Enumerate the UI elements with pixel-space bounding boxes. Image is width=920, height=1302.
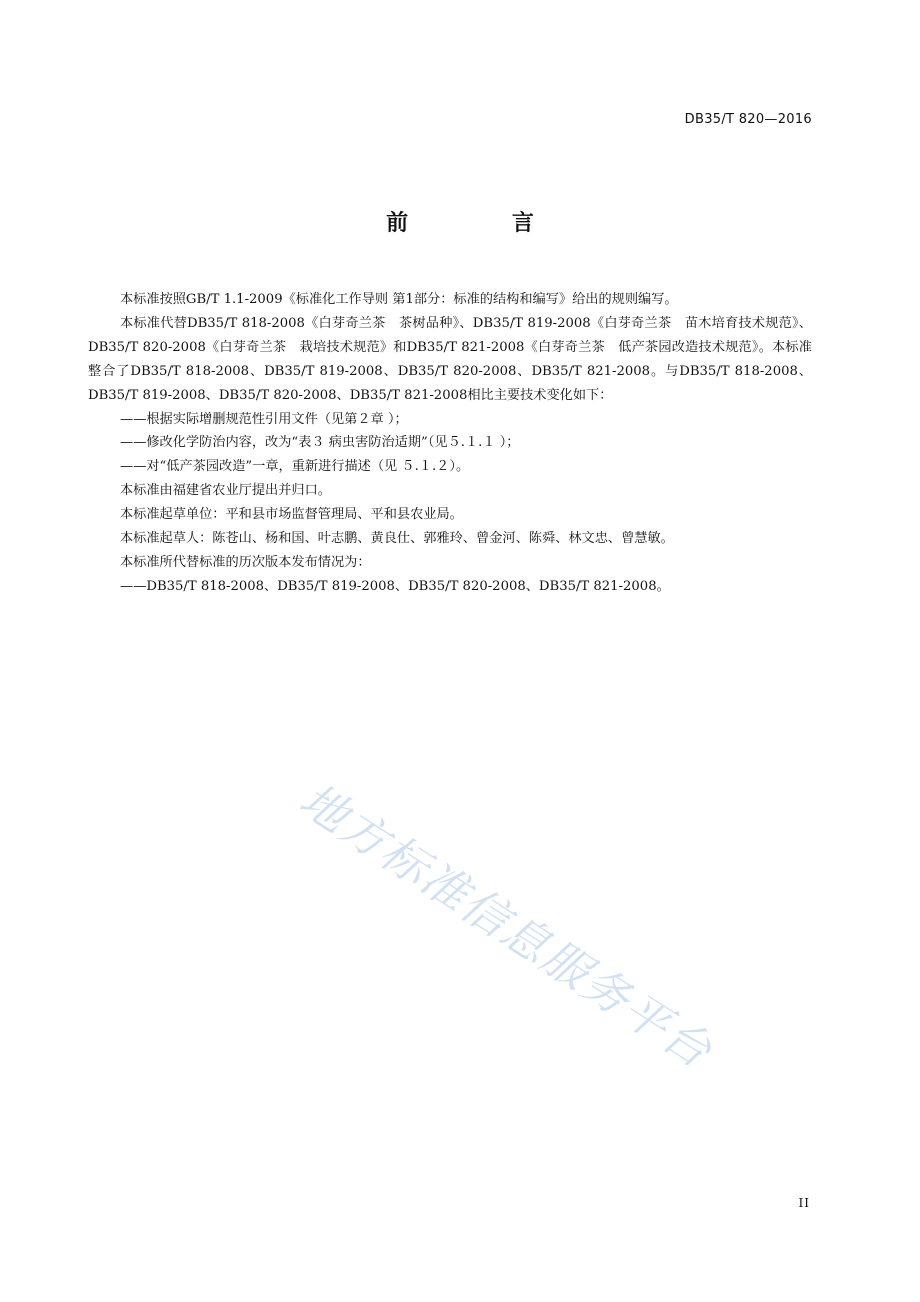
page-number: II [798, 1196, 810, 1210]
paragraph-drafters: 本标准起草人：陈苍山、杨和国、叶志鹏、黄良仕、郭雅玲、曾金河、陈舜、林文忠、曾慧敏。 [120, 531, 674, 547]
paragraph-version-history: 本标准所代替标准的历次版本发布情况为： [120, 554, 371, 570]
paragraph-proposer: 本标准由福建省农业厅提出并归口。 [120, 483, 331, 499]
paragraph-replacement: 本标准代替DB35/T 818-2008《白芽奇兰茶 茶树品种》、DB35/T 819-2008《白芽奇兰茶 苗木培育技术规范》、DB35/T 820-2008《白芽奇兰茶 栽培技术规范》和DB35/T 821-2008《白芽奇兰茶 低产茶园改造技术规范》。本标准整合了DB35/T 818-2008、DB35/T 819-2008、DB35/T 820-2008、DB35/T 821-2008。与DB35/T 818-2008、DB35/T 819-2008、DB35/T 820-2008、DB35/T 821-2008相比主要技术变化如下： [88, 315, 812, 403]
list-item-change-2: ——修改化学防治内容，改为“表３ 病虫害防治适期”（见５.１.１ ）； [120, 435, 520, 451]
list-item-versions: ——DB35/T 818-2008、DB35/T 819-2008、DB35/T 820-2008、DB35/T 821-2008。 [120, 578, 670, 594]
paragraph-drafting-rules: 本标准按照GB/T 1.1-2009《标准化工作导则 第1部分：标准的结构和编写》给出的规则编写。 [120, 292, 678, 307]
list-item-change-3: ——对“低产茶园改造”一章，重新进行描述（见 ５.１.２）。 [120, 459, 470, 475]
document-body [88, 288, 812, 599]
paragraph-drafting-units: 本标准起草单位：平和县市场监督管理局、平和县农业局。 [120, 507, 463, 523]
page-title: 前 言 [386, 211, 582, 236]
watermark: 地方标准信息服务平台 [290, 772, 723, 1079]
document-code: DB35/T 820—2016 [684, 112, 812, 127]
list-item-change-1: ——根据实际增删规范性引用文件（见第２章 ）； [120, 411, 408, 427]
